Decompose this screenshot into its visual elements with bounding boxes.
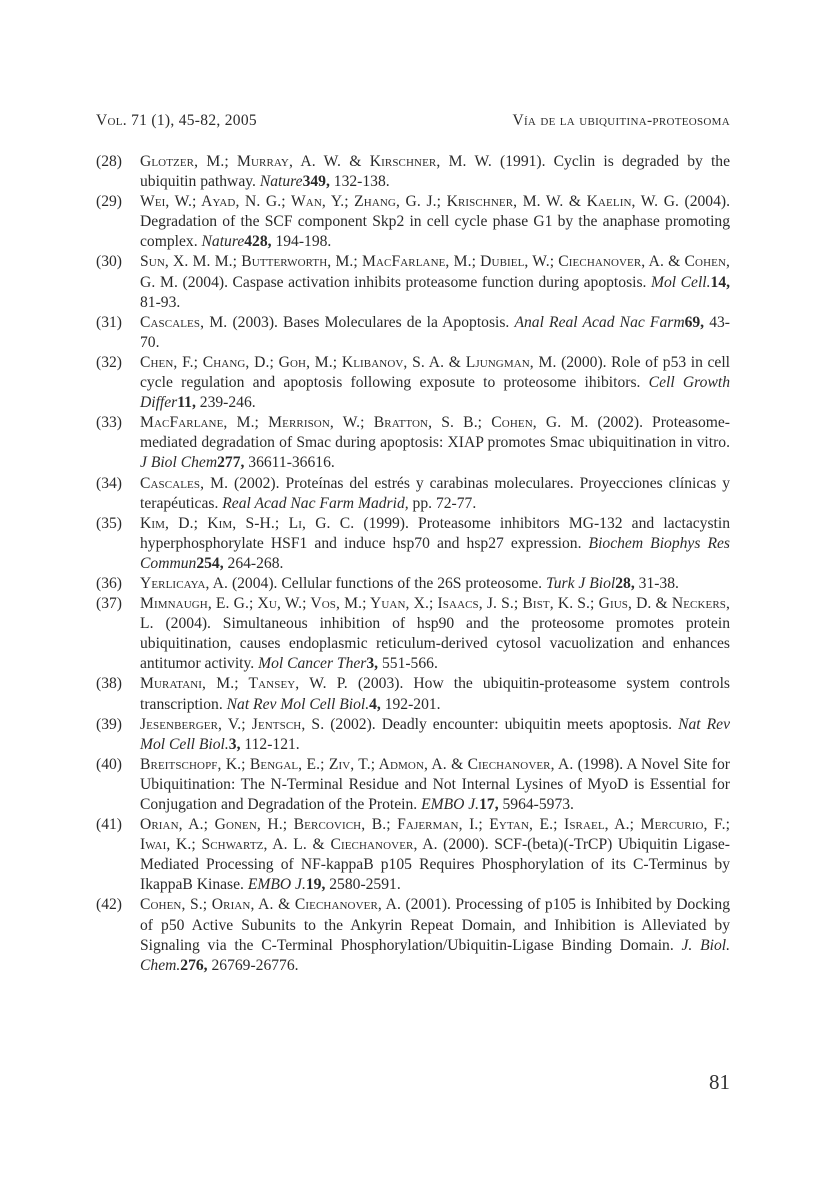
reference-title: (2003). Bases Moleculares de la Apoptosis. [227, 313, 515, 331]
reference-pages: 2580-2591. [325, 876, 401, 894]
reference-number: (29) [96, 193, 122, 211]
reference-item [96, 192, 730, 252]
reference-item [96, 313, 730, 353]
reference-volume: 14, [710, 273, 731, 291]
reference-number: (35) [96, 514, 122, 532]
reference-journal: Cell Growth Differ [140, 374, 730, 412]
reference-title: (1999). Proteasome inhibitors MG-132 and lactacystin hyperphosphorylate HSF1 and induce hsp70 and hsp27 expression. [140, 514, 730, 552]
reference-pages: 551-566. [378, 655, 438, 673]
reference-number: (40) [96, 755, 122, 773]
reference-pages: 43-70. [140, 313, 731, 351]
reference-item [96, 474, 730, 514]
reference-authors: Cohen, S.; Orian, A. & Ciechanover, A. [140, 896, 401, 914]
reference-volume: 19, [305, 876, 326, 894]
reference-item [96, 514, 730, 574]
reference-authors: Wei, W.; Ayad, N. G.; Wan, Y.; Zhang, G. J.; Krischner, M. W. & Kaelin, W. G. [140, 193, 680, 211]
reference-authors: Orian, A.; Gonen, H.; Bercovich, B.; Fajerman, I.; Eytan, E.; Israel, A.; Mercurio, F.; Iwai, K.; Schwartz, A. L. & Ciechanover, A. [140, 816, 730, 854]
reference-authors: Mimnaugh, E. G.; Xu, W.; Vos, M.; Yuan, X.; Isaacs, J. S.; Bist, K. S.; Gius, D. & Neckers, L. [140, 595, 730, 633]
reference-journal: EMBO J. [247, 876, 306, 894]
reference-journal: Nat Rev Mol Cell Biol. [140, 715, 731, 753]
reference-volume: 349, [302, 173, 330, 191]
reference-number: (32) [96, 353, 122, 371]
reference-number: (33) [96, 414, 122, 432]
reference-authors: Sun, X. M. M.; Butterworth, M.; MacFarlane, M.; Dubiel, W.; Ciechanover, A. & Cohen, G. M. [140, 253, 730, 291]
reference-pages: 36611-36616. [244, 454, 335, 472]
page-number: 81 [709, 1070, 730, 1094]
reference-title: (2001). Processing of p105 is Inhibited by Docking of p50 Active Subunits to the Ankyrin Repeat Domain, and Inhibition is Alleviated by Signaling via the C-Terminal Phosphorylation/Ubiquitin-Ligase Binding Domain. [140, 896, 731, 954]
reference-pages: 5964-5973. [498, 796, 574, 813]
reference-authors: Cascales, M. [140, 474, 229, 492]
reference-pages: 81-93. [140, 293, 181, 311]
reference-authors: Kim, D.; Kim, S-H.; Li, G. C. [140, 514, 355, 532]
reference-pages: 239-246. [195, 394, 256, 412]
reference-number: (34) [96, 474, 122, 492]
reference-journal: J Biol Chem [140, 454, 218, 472]
reference-journal: Mol Cell. [650, 273, 711, 291]
reference-volume: 276, [180, 956, 208, 974]
running-header-journal: Vol. 71 (1), 45-82, 2005 [96, 112, 257, 129]
reference-number: (41) [96, 816, 122, 834]
reference-title: (2004). Cellular functions of the 26S proteosome. [228, 574, 546, 592]
reference-pages: 192-201. [380, 695, 441, 713]
reference-authors: Yerlicaya, A. [140, 574, 229, 592]
reference-number: (38) [96, 675, 122, 693]
reference-title: (2002). Proteasome-mediated degradation of Smac during apoptosis: XIAP promotes Smac ubiquitination in vitro. [140, 414, 730, 452]
reference-title: (2004). Simultaneous inhibition of hsp90 and the proteosome promotes protein ubiquitination, causes endoplasmic reticulum-derived cytosol vacuolization and enhances antitumor activity. [140, 615, 730, 673]
reference-title: (2003). How the ubiquitin-proteasome system controls transcription. [140, 675, 730, 713]
reference-item [96, 152, 730, 192]
reference-item [96, 715, 730, 755]
reference-title: (2002). Proteínas del estrés y carabinas moleculares. Proyecciones clínicas y terapéuticas. [140, 474, 731, 512]
reference-number: (30) [96, 253, 122, 271]
reference-item [96, 815, 730, 895]
reference-item [96, 353, 730, 413]
reference-journal: Nature [259, 173, 303, 191]
reference-journal: Biochem Biophys Res Commun [140, 534, 731, 572]
reference-volume: 254, [196, 554, 224, 572]
reference-journal: Mol Cancer Ther [258, 655, 367, 673]
reference-number: (37) [96, 595, 122, 613]
reference-title: (2004). Caspase activation inhibits proteasome function during apoptosis. [177, 273, 651, 291]
reference-item [96, 895, 730, 975]
reference-number: (28) [96, 153, 122, 170]
reference-volume: 4, [369, 695, 381, 713]
reference-pages: pp. 72-77. [408, 494, 477, 512]
reference-number: (42) [96, 896, 122, 914]
reference-authors: Muratani, M.; Tansey, W. P. [140, 675, 348, 693]
reference-number: (39) [96, 715, 122, 733]
reference-list [96, 152, 730, 976]
reference-pages: 132-138. [329, 173, 390, 191]
reference-journal: Anal Real Acad Nac Farm [514, 313, 685, 331]
reference-volume: 428, [244, 233, 272, 251]
reference-authors: Jesenberger, V.; Jentsch, S. [140, 715, 325, 733]
reference-item [96, 574, 730, 594]
reference-authors: Cascales, M. [140, 313, 228, 331]
page [96, 0, 730, 1200]
reference-journal: Nature [201, 233, 245, 251]
reference-item [96, 252, 730, 312]
reference-journal: Turk J Biol [545, 574, 616, 592]
reference-authors: Glotzer, M.; Murray, A. W. & Kirschner, M. W. [140, 153, 492, 170]
reference-item [96, 413, 730, 473]
reference-volume: 3, [228, 735, 241, 753]
reference-volume: 28, [615, 574, 635, 592]
reference-title: (2000). Role of p53 in cell cycle regulation and apoptosis following exposute to proteosome ihibitors. [140, 353, 730, 392]
reference-pages: 26769-26776. [207, 956, 299, 974]
reference-authors: MacFarlane, M.; Merrison, W.; Bratton, S. B.; Cohen, G. M. [140, 414, 589, 432]
reference-volume: 3, [366, 655, 379, 673]
reference-title: (1991). Cyclin is degraded by the ubiquitin pathway. [140, 153, 730, 191]
reference-title: (2004). Degradation of the SCF component Skp2 in cell cycle phase G1 by the anaphase promoting complex. [140, 193, 730, 251]
reference-volume: 11, [177, 394, 196, 412]
reference-journal: Nat Rev Mol Cell Biol. [226, 695, 370, 713]
running-header-title: Vía de la ubiquitina-proteosoma [512, 112, 730, 129]
reference-journal: EMBO J. [421, 796, 480, 813]
reference-volume: 17, [479, 796, 499, 813]
reference-item [96, 594, 730, 674]
reference-title: (2000). SCF-(beta)(-TrCP) Ubiquitin Ligase-Mediated Processing of NF-kappaB p105 Requires Phosphorylation of its C-Terminus by IkappaB Kinase. [140, 836, 730, 894]
reference-number: (36) [96, 574, 122, 592]
reference-number: (31) [96, 313, 122, 331]
reference-authors: Breitschopf, K.; Bengal, E.; Ziv, T.; Admon, A. & Ciechanover, A. [140, 755, 574, 773]
reference-journal: J. Biol. Chem. [140, 936, 731, 974]
reference-volume: 277, [217, 454, 245, 472]
reference-title: (1998). A Novel Site for Ubiquitination: The N-Terminal Residue and Not Internal Lysines of MyoD is Essential for Conjugation and Degradation of the Protein. [140, 755, 730, 813]
reference-pages: 112-121. [240, 735, 300, 753]
reference-title: (2002). Deadly encounter: ubiquitin meets apoptosis. [324, 715, 679, 733]
reference-journal: Real Acad Nac Farm Madrid, [222, 494, 409, 512]
reference-volume: 69, [684, 313, 705, 331]
reference-item [96, 755, 730, 815]
reference-pages: 264-268. [223, 554, 284, 572]
reference-item [96, 674, 730, 714]
reference-authors: Chen, F.; Chang, D.; Goh, M.; Klibanov, S. A. & Ljungman, M. [140, 353, 557, 371]
reference-pages: 31-38. [634, 574, 679, 592]
running-header [96, 112, 730, 134]
reference-pages: 194-198. [271, 233, 332, 251]
